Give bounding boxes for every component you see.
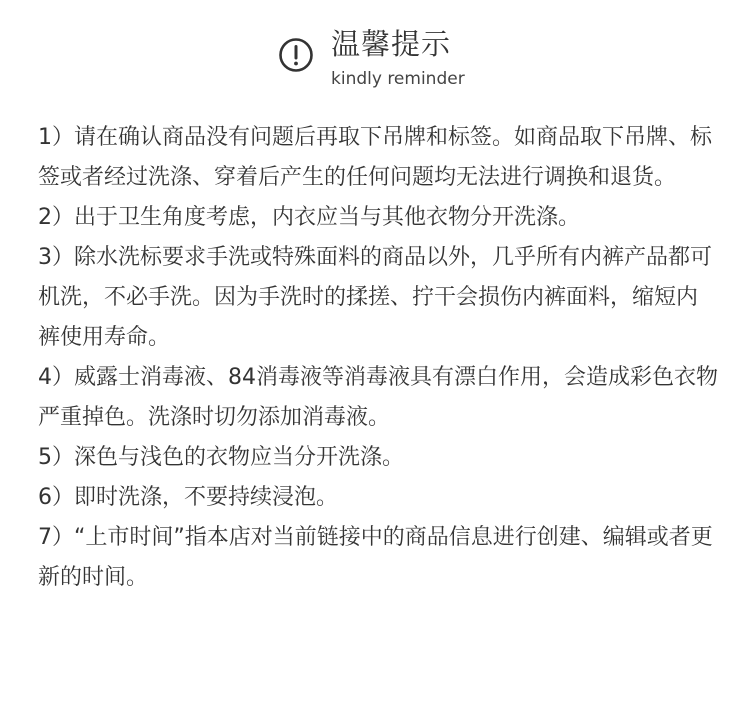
page-subtitle: kindly reminder	[331, 69, 465, 89]
reminder-item-6: 6）即时洗涤，不要持续浸泡。	[38, 485, 338, 510]
page-title: 温馨提示	[331, 27, 452, 61]
reminder-item-3: 3）除水洗标要求手洗或特殊面料的商品以外，几乎所有内裤产品都可机洗，不必手洗。因为手洗时的揉搓、拧干会损伤内裤面料，缩短内裤使用寿命。	[38, 245, 712, 350]
exclamation-circle-icon	[278, 37, 314, 73]
reminder-item-7: 7）“上市时间”指本店对当前链接中的商品信息进行创建、编辑或者更新的时间。	[38, 525, 713, 590]
reminder-item-5: 5）深色与浅色的衣物应当分开洗涤。	[38, 445, 404, 470]
reminder-item-2: 2）出于卫生角度考虑，内衣应当与其他衣物分开洗涤。	[38, 205, 580, 230]
reminder-list	[38, 118, 718, 598]
reminder-item-1: 1）请在确认商品没有问题后再取下吊牌和标签。如商品取下吊牌、标签或者经过洗涤、穿着后产生的任何问题均无法进行调换和退货。	[38, 125, 712, 190]
reminder-header	[278, 26, 465, 90]
title-block	[331, 26, 465, 90]
reminder-item-4: 4）威露士消毒液、84消毒液等消毒液具有漂白作用，会造成彩色衣物严重掉色。洗涤时切勿添加消毒液。	[38, 365, 718, 430]
